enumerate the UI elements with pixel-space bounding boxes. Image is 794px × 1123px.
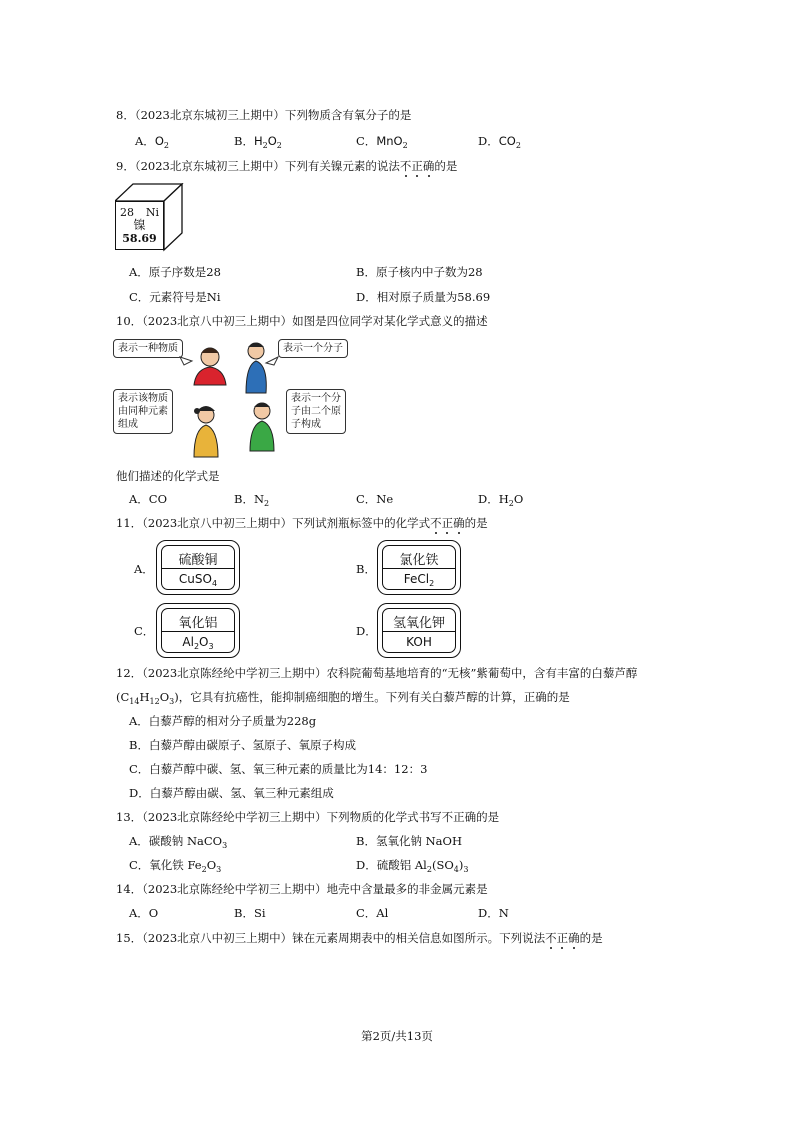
- q12-option-d[interactable]: D．白藜芦醇由碳、氢、氧三种元素组成: [129, 786, 334, 800]
- q9-option-d[interactable]: D．相对原子质量为58.69: [356, 290, 491, 304]
- q9-option-c[interactable]: C．元素符号是Ni: [129, 290, 221, 304]
- q12-stem-line2: $(C_{14}H_{12}O_3)$，它具有抗癌性，能抑制癌细胞的增生。下列有关白藜芦醇的计算，正确的是: [116, 690, 570, 706]
- nickel-element-cube: [115, 183, 185, 253]
- q12-option-b[interactable]: B．白藜芦醇由碳原子、氢原子、氧原子构成: [129, 738, 356, 752]
- element-name: 镍: [133, 218, 146, 232]
- q8-stem: 8．（2023北京东城初三上期中）下列物质含有氧分子的是: [116, 108, 412, 122]
- speech-bubble-4: 表示一个分子由二个原子构成: [286, 389, 346, 434]
- q11-option-a-letter[interactable]: A．: [134, 562, 154, 576]
- speech-bubble-1: 表示一种物质: [113, 339, 183, 358]
- q8-option-a[interactable]: A．$O_2$: [135, 134, 169, 150]
- q10-option-d[interactable]: D．$H_2O$: [478, 492, 524, 508]
- q12-stem-line1: 12．（2023北京陈经纶中学初三上期中）农科院葡萄基地培育的“无核”紫葡萄中，含有丰富的白藜芦醇: [116, 666, 638, 680]
- q14-option-c[interactable]: C．Al: [356, 906, 389, 920]
- q9-stem: 9．（2023北京东城初三上期中）下列有关镍元素的说法不正确的是: [116, 159, 458, 173]
- students-illustration: [170, 335, 290, 465]
- q13-option-a[interactable]: A．碳酸钠 NaCO$_3$: [129, 834, 228, 850]
- q13-option-c[interactable]: C．氧化铁 $Fe_2O_3$: [129, 858, 222, 874]
- q12-option-a[interactable]: A．白藜芦醇的相对分子质量为228g: [129, 714, 317, 728]
- reagent-label-d[interactable]: 氢氧化钾 KOH: [377, 603, 461, 658]
- reagent-label-c[interactable]: 氧化铝 $Al_2O_3$: [156, 603, 240, 658]
- q10-option-b[interactable]: B．$N_2$: [234, 492, 270, 508]
- q9-option-b[interactable]: B．原子核内中子数为28: [356, 265, 483, 279]
- element-symbol: Ni: [145, 206, 159, 219]
- cube-front-face: [115, 201, 164, 250]
- atomic-number: 28: [120, 206, 134, 219]
- reagent-label-b[interactable]: 氯化铁 FeCl$_2$: [377, 540, 461, 595]
- page-footer: 第2页/共13页: [361, 1029, 433, 1043]
- q8-option-b[interactable]: B．$H_2O_2$: [234, 134, 282, 150]
- q10-follow-text: 他们描述的化学式是: [116, 469, 220, 483]
- reagent-label-a[interactable]: 硫酸铜 CuSO$_4$: [156, 540, 240, 595]
- speech-bubble-3: 表示该物质由同种元素组成: [113, 389, 173, 434]
- q14-stem: 14．（2023北京陈经纶中学初三上期中）地壳中含量最多的非金属元素是: [116, 882, 488, 896]
- q13-option-b[interactable]: B．氢氧化钠 NaOH: [356, 834, 462, 848]
- q14-option-d[interactable]: D．N: [478, 906, 509, 920]
- q15-stem: 15．（2023北京八中初三上期中）铼在元素周期表中的相关信息如图所示。下列说法不正确的是: [116, 931, 603, 945]
- q10-stem: 10．（2023北京八中初三上期中）如图是四位同学对某化学式意义的描述: [116, 314, 488, 328]
- q8-option-c[interactable]: C．MnO$_2$: [356, 134, 408, 150]
- q13-stem: 13．（2023北京陈经纶中学初三上期中）下列物质的化学式书写不正确的是: [116, 810, 500, 824]
- q10-option-c[interactable]: C．Ne: [356, 492, 394, 506]
- q14-option-b[interactable]: B．Si: [234, 906, 266, 920]
- q13-option-d[interactable]: D．硫酸铝 $Al_2(SO_4)_3$: [356, 858, 469, 874]
- q11-option-b-letter[interactable]: B．: [356, 562, 376, 576]
- atomic-mass: 58.69: [122, 232, 157, 245]
- speech-bubble-2: 表示一个分子: [278, 339, 348, 358]
- q12-option-c[interactable]: C．白藜芦醇中碳、氢、氧三种元素的质量比为14：12：3: [129, 762, 428, 776]
- q8-option-d[interactable]: D．$CO_2$: [478, 134, 521, 150]
- q10-option-a[interactable]: A．CO: [129, 492, 168, 506]
- q11-option-d-letter[interactable]: D．: [356, 624, 377, 638]
- q11-stem: 11．（2023北京八中初三上期中）下列试剂瓶标签中的化学式不正确的是: [116, 516, 488, 530]
- q9-option-a[interactable]: A．原子序数是28: [129, 265, 221, 279]
- q11-option-c-letter[interactable]: C．: [134, 624, 155, 638]
- q14-option-a[interactable]: A．O: [129, 906, 159, 920]
